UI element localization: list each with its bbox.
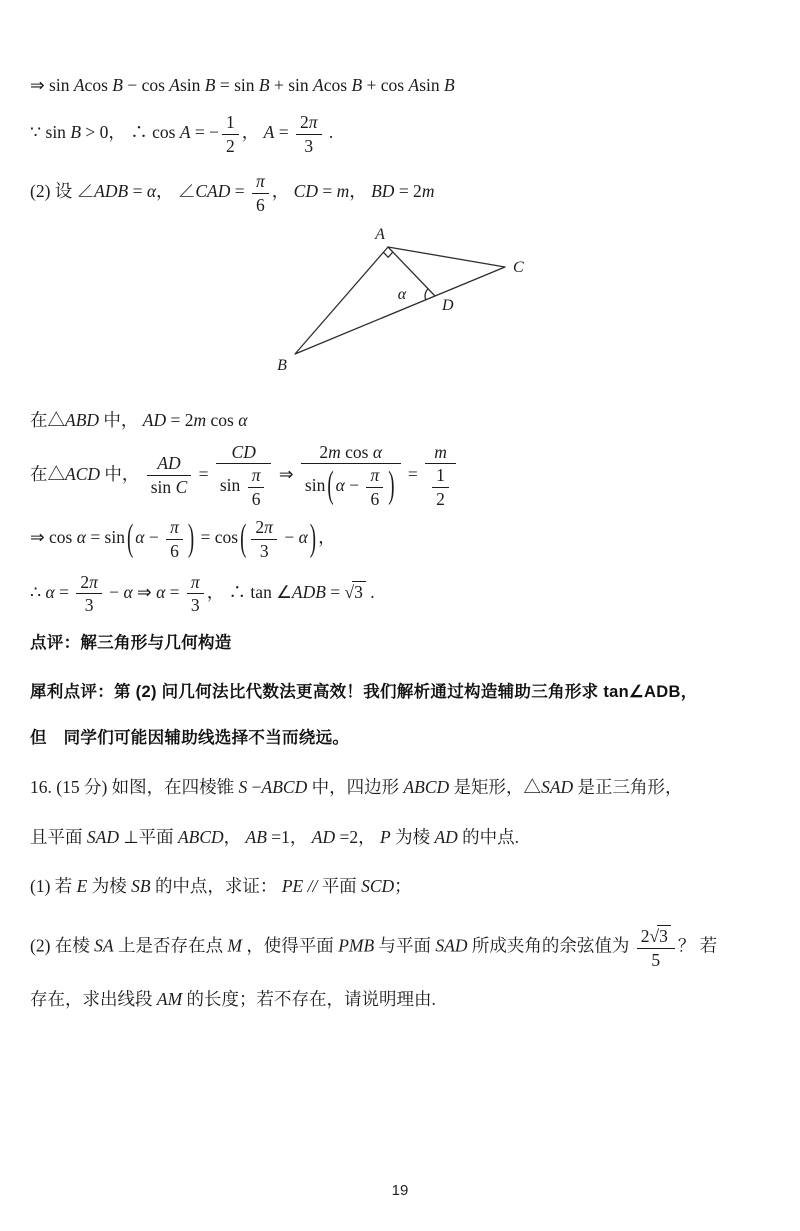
math-variable: π — [251, 465, 261, 486]
math-text: 3 — [304, 135, 314, 156]
math-text: 2 — [319, 441, 329, 462]
math-text: − — [247, 777, 262, 798]
math-fraction — [248, 465, 265, 509]
math-variable: E — [76, 876, 88, 897]
math-variable: SA — [94, 935, 114, 956]
math-text: 中， — [100, 463, 144, 484]
math-text: ⇒ cos — [30, 527, 77, 548]
math-text: cos — [323, 75, 352, 95]
math-text: 3 — [190, 595, 200, 616]
vertex-label-d: D — [442, 296, 454, 314]
math-variable: A — [179, 122, 191, 143]
math-variable: ABCD — [403, 777, 450, 798]
right-angle-mark — [383, 252, 392, 257]
math-variable: m — [336, 181, 350, 202]
alpha-angle-arc — [425, 288, 428, 299]
formula-line-expand — [30, 75, 772, 96]
fraction-denominator — [76, 594, 102, 616]
vertex-label-a: A — [375, 225, 385, 243]
math-variable: AM — [156, 989, 183, 1010]
math-text: cos — [206, 409, 239, 430]
math-fraction — [222, 112, 239, 156]
fraction-denominator — [366, 488, 383, 510]
math-fraction — [296, 112, 322, 156]
math-variable: AD — [142, 409, 167, 430]
math-paren-group — [238, 517, 318, 561]
formula-line-setup-part2 — [30, 171, 772, 215]
math-fraction — [251, 517, 277, 561]
fraction-denominator — [222, 135, 239, 157]
math-text: sin — [179, 75, 205, 95]
math-text: 且平面 — [30, 827, 87, 848]
math-variable: m — [193, 409, 207, 430]
math-variable: SCD — [361, 876, 395, 897]
math-text: 为棱 — [87, 876, 132, 897]
math-variable: π — [190, 571, 200, 592]
math-variable: ACD — [65, 463, 100, 484]
math-variable: B — [70, 122, 82, 143]
paren-body — [248, 517, 307, 561]
math-variable: A — [263, 122, 275, 143]
math-text: − — [344, 475, 364, 496]
math-variable: PMB — [338, 935, 375, 956]
math-text: = — [403, 463, 423, 484]
math-variable: π — [170, 517, 179, 538]
math-text: = — [317, 181, 337, 202]
fraction-numerator — [425, 442, 456, 465]
formula-line-abd — [30, 407, 772, 432]
math-text: = — [54, 581, 74, 602]
math-variable: α — [298, 527, 308, 548]
math-variable: M — [227, 935, 242, 956]
math-text: ？ 若 — [677, 935, 718, 956]
math-text: (2) 设 ∠ — [30, 181, 95, 202]
math-variable: α — [135, 527, 145, 548]
problem16-part1 — [30, 873, 772, 898]
math-text: 5 — [651, 949, 661, 970]
math-variable: α — [156, 581, 166, 602]
math-variable: π — [264, 517, 273, 538]
math-variable: SB — [131, 876, 151, 897]
math-fraction — [637, 925, 675, 970]
math-variable: ABD — [65, 409, 100, 430]
fraction-numerator — [147, 453, 192, 476]
math-text: sin — [219, 475, 245, 496]
math-variable: π — [89, 571, 98, 592]
math-variable: α — [45, 581, 55, 602]
math-variable: B — [258, 75, 270, 95]
math-variable: B — [351, 75, 363, 95]
fraction-numerator — [251, 517, 277, 540]
math-variable: α — [123, 581, 133, 602]
math-text: = — [325, 581, 345, 602]
math-text: + sin — [269, 75, 314, 95]
math-text: 为棱 — [390, 827, 435, 848]
math-text: 6 — [370, 488, 380, 509]
math-text: . — [324, 122, 334, 143]
math-text: 6 — [256, 194, 265, 215]
math-text: 在△ — [30, 463, 65, 484]
math-variable: CD — [231, 441, 256, 462]
math-text: ⊥平面 — [118, 827, 178, 848]
math-text: =1， — [266, 827, 312, 848]
math-variable: α — [146, 181, 156, 202]
math-text: 所成夹角的余弦值为 — [467, 935, 634, 956]
math-text: (1) 若 — [30, 876, 77, 897]
paren-body — [336, 465, 387, 509]
problem16-stem-line2 — [30, 824, 772, 849]
right-paren: ) — [309, 517, 317, 560]
fraction-numerator — [248, 465, 265, 488]
math-text: ， — [349, 181, 372, 202]
math-variable: S — [238, 777, 248, 798]
math-text: sin — [304, 475, 326, 496]
math-text: 平面 — [317, 876, 362, 897]
fraction-denominator — [252, 194, 269, 216]
math-text: 2 — [226, 135, 235, 156]
math-text: ， ∴ tan ∠ — [206, 581, 292, 602]
fraction-numerator — [301, 442, 401, 465]
math-text: sin — [419, 75, 444, 95]
math-text: 的长度；若不存在，请说明理由. — [182, 989, 436, 1010]
comment-dianping: 点评：解三角形与几何构造 — [30, 634, 232, 653]
math-text: 1 — [226, 112, 235, 132]
fraction-numerator — [76, 572, 102, 595]
math-variable: ADB — [291, 581, 326, 602]
math-text: = 2 — [394, 181, 422, 202]
math-text: > 0， ∴ cos — [81, 122, 180, 143]
page-number: 19 — [391, 1182, 409, 1199]
math-variable: B — [112, 75, 123, 95]
math-variable: A — [313, 75, 324, 95]
math-text: − — [279, 527, 299, 548]
math-text: = — [194, 463, 213, 484]
math-variable: // — [307, 876, 318, 897]
math-text: =2， — [335, 827, 380, 848]
math-text: 3 — [259, 541, 269, 562]
math-variable: m — [328, 441, 341, 462]
fraction-denominator — [147, 476, 192, 498]
math-variable: π — [308, 112, 318, 132]
math-variable: SAD — [541, 777, 574, 798]
math-fraction — [166, 517, 183, 561]
fraction-denominator — [187, 594, 204, 616]
math-text: sin — [150, 477, 176, 498]
math-text: 2 — [640, 926, 650, 947]
math-text: 中，四边形 — [307, 777, 404, 798]
radical-sign: √ — [649, 926, 660, 947]
fraction-numerator — [366, 465, 383, 488]
math-text: = — [274, 122, 293, 143]
fraction-numerator — [166, 517, 183, 540]
math-variable: α — [372, 441, 383, 462]
radical-sign: √ — [344, 581, 355, 602]
math-text: 是矩形，△ — [449, 777, 542, 798]
fraction-numerator — [222, 112, 239, 135]
alpha-label: α — [397, 285, 407, 303]
math-text: 3 — [354, 581, 363, 602]
fraction-denominator — [251, 540, 277, 562]
math-variable: AD — [434, 827, 458, 848]
math-variable: AD — [157, 453, 181, 474]
fraction-numerator — [432, 465, 449, 488]
math-variable: ABCD — [261, 777, 308, 798]
left-paren: ( — [126, 517, 134, 560]
math-text: = — [128, 181, 147, 202]
math-fraction — [187, 572, 204, 616]
formula-line-acd-sine-rule — [30, 442, 772, 510]
math-variable: A — [169, 75, 180, 95]
math-text: cos — [84, 75, 113, 95]
math-variable: A — [73, 75, 85, 95]
formula-line-alpha-result — [30, 572, 772, 616]
radicand — [657, 925, 671, 947]
math-variable: B — [444, 75, 455, 95]
math-text: 2 — [80, 571, 90, 592]
math-variable: π — [370, 465, 380, 486]
math-text: ， — [318, 527, 336, 548]
right-paren: ) — [187, 517, 195, 560]
math-sqrt — [649, 925, 670, 947]
fraction-denominator — [425, 464, 456, 509]
math-variable: CD — [293, 181, 318, 202]
fraction-denominator — [432, 488, 449, 510]
math-text: 16. (15 分) 如图，在四棱锥 — [30, 777, 239, 798]
left-paren: ( — [240, 517, 247, 560]
fraction-denominator — [296, 135, 322, 157]
math-text: = sin — [85, 527, 125, 548]
math-text: = − — [190, 122, 220, 143]
math-variable: α — [76, 527, 86, 548]
math-text: − cos — [122, 75, 170, 95]
paren-body — [135, 517, 186, 561]
math-text: 6 — [170, 541, 179, 562]
math-fraction — [76, 572, 102, 616]
fraction-denominator — [248, 488, 265, 510]
vertex-label-c: C — [513, 258, 524, 276]
math-variable: C — [175, 477, 188, 498]
math-text: ⇒ — [274, 463, 298, 484]
math-text: − — [104, 581, 124, 602]
fraction-denominator — [216, 464, 272, 509]
math-text: ∴ — [30, 581, 46, 602]
math-text: = cos — [196, 527, 239, 548]
fraction-numerator — [637, 925, 675, 949]
math-variable: P — [380, 827, 391, 848]
math-text: 2 — [436, 488, 445, 509]
math-variable: BD — [371, 181, 395, 202]
radicand — [352, 581, 366, 603]
fraction-numerator — [216, 442, 272, 465]
triangle-diagram — [268, 224, 548, 381]
math-variable: A — [408, 75, 420, 95]
math-text: ， ∠ — [156, 181, 196, 202]
math-text: . — [365, 581, 375, 602]
math-text: 是正三角形， — [573, 777, 683, 798]
math-text: 的中点. — [457, 827, 520, 848]
math-text: ， — [241, 122, 264, 143]
math-fraction — [147, 453, 192, 497]
math-text: ， — [271, 181, 294, 202]
math-text: 上是否存在点 — [113, 935, 228, 956]
math-paren-group — [325, 465, 396, 509]
math-text: ⇒ — [132, 581, 157, 602]
math-variable: ABCD — [177, 827, 224, 848]
math-text: ⇒ sin — [30, 75, 74, 95]
math-variable: AD — [311, 827, 336, 848]
math-text: = sin — [215, 75, 259, 95]
math-text: 6 — [251, 488, 261, 509]
fraction-denominator — [301, 464, 401, 509]
math-text: (2) 在棱 — [30, 935, 95, 956]
problem16-part2-line1 — [30, 925, 772, 970]
fraction-denominator — [637, 949, 675, 971]
math-fraction — [366, 465, 383, 509]
math-fraction — [432, 465, 449, 509]
math-text: 与平面 — [374, 935, 436, 956]
math-fraction — [301, 442, 401, 510]
math-text: ； — [394, 876, 412, 897]
math-text: = — [230, 181, 249, 202]
math-variable: m — [421, 181, 435, 202]
math-text: 2 — [255, 517, 265, 538]
comment-xili-line2: 但 同学们可能因辅助线选择不当而绕远。 — [30, 729, 350, 748]
math-text: 的中点，求证： — [150, 876, 282, 897]
math-variable: SAD — [86, 827, 119, 848]
math-text: ∵ sin — [30, 122, 71, 143]
math-variable: π — [256, 171, 265, 192]
math-fraction — [216, 442, 272, 510]
math-text: − — [144, 527, 164, 548]
math-variable: m — [434, 441, 447, 462]
fraction-numerator — [296, 112, 322, 135]
math-text: 3 — [659, 926, 668, 947]
math-variable: α — [335, 475, 345, 496]
math-paren-group — [125, 517, 196, 561]
math-variable: B — [204, 75, 216, 95]
math-variable: PE — [281, 876, 304, 897]
math-variable: α — [238, 409, 248, 430]
fraction-denominator — [166, 540, 183, 562]
math-fraction — [252, 171, 269, 215]
math-text: cos — [340, 441, 373, 462]
vertex-label-b: B — [277, 356, 287, 374]
math-text: ， — [223, 827, 246, 848]
right-paren: ) — [388, 465, 395, 508]
fraction-numerator — [252, 171, 269, 194]
math-variable: SAD — [435, 935, 468, 956]
formula-line-cos-sin — [30, 517, 772, 561]
math-text: + cos — [362, 75, 409, 95]
math-text: 中， — [99, 409, 143, 430]
math-text: 在△ — [30, 409, 65, 430]
math-text: 存在，求出线段 — [30, 989, 157, 1010]
math-text: = — [165, 581, 184, 602]
math-sqrt — [345, 581, 366, 603]
math-variable: AB — [245, 827, 267, 848]
math-text: 2 — [300, 112, 309, 132]
math-variable: ADB — [94, 181, 129, 202]
math-text: ，使得平面 — [241, 935, 339, 956]
math-variable: CAD — [195, 181, 231, 202]
math-text: 1 — [436, 465, 445, 486]
comment-xili-line1: 犀利点评：第 (2) 问几何法比代数法更高效！我们解析通过构造辅助三角形求 tan∠ADB， — [30, 683, 698, 702]
formula-line-cosA — [30, 112, 772, 156]
fraction-numerator — [187, 572, 204, 595]
problem16-part2-line2 — [30, 986, 772, 1011]
problem16-stem-line1 — [30, 774, 772, 799]
math-fraction — [425, 442, 456, 510]
math-text: = 2 — [166, 409, 194, 430]
math-text: 3 — [84, 595, 94, 616]
triangle-figure — [268, 224, 548, 376]
left-paren: ( — [327, 465, 334, 508]
